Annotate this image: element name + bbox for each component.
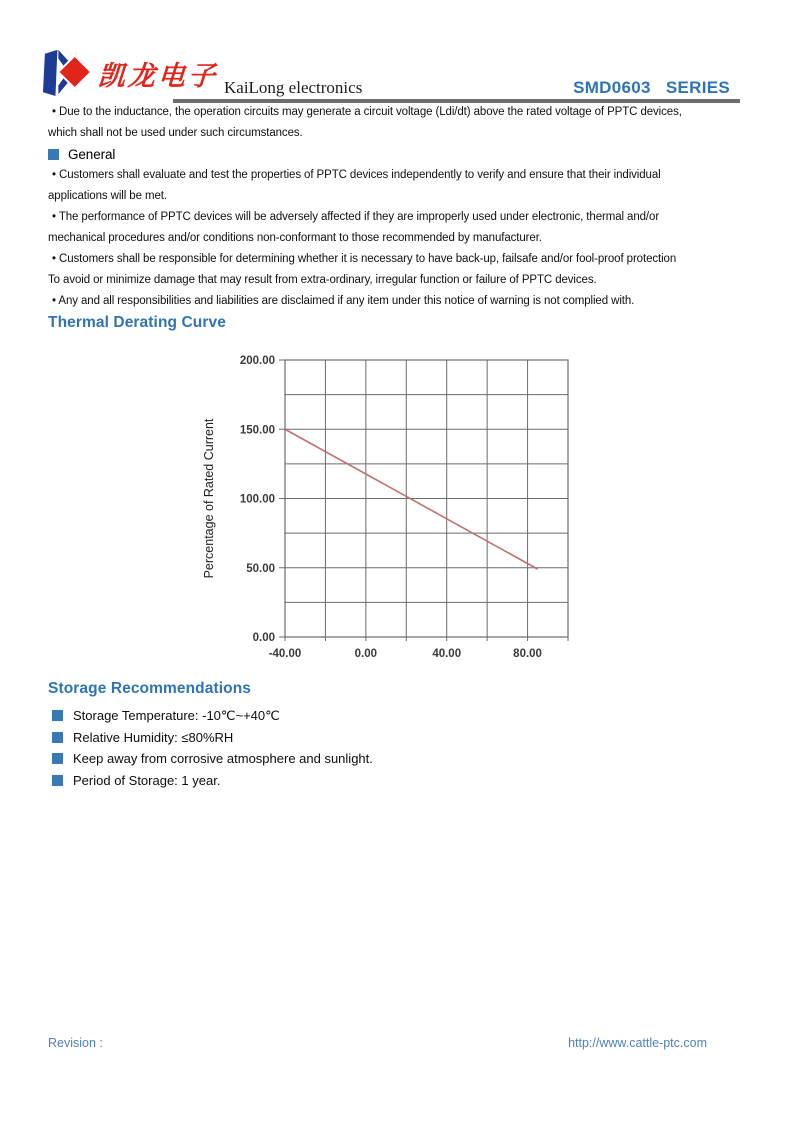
footer-url[interactable]: http://www.cattle-ptc.com xyxy=(568,1036,707,1050)
svg-text:Percentage of Rated Current: Percentage of Rated Current xyxy=(202,418,216,579)
notice-line: which shall not be used under such circumstances. xyxy=(48,127,303,139)
svg-text:200.00: 200.00 xyxy=(239,355,275,367)
thermal-derating-chart-svg xyxy=(195,344,635,679)
notice-line: mechanical procedures and/or conditions non-conformant to those recommended by manufacturer. xyxy=(48,232,542,244)
svg-text:40.00: 40.00 xyxy=(432,648,462,660)
storage-item xyxy=(48,727,748,749)
bullet-square-icon xyxy=(48,149,59,160)
storage-item-text: Period of Storage: 1 year. xyxy=(73,772,221,788)
storage-item-text: Relative Humidity: ≤80%RH xyxy=(73,729,234,745)
notice-line: • Due to the inductance, the operation circuits may generate a circuit voltage (Ldi/dt) above the rated voltage of PPTC devices, xyxy=(52,106,682,118)
svg-text:80.00: 80.00 xyxy=(513,648,542,660)
bullet-square-icon xyxy=(52,753,63,764)
notice-line: • Any and all responsibilities and liabilities are disclaimed if any item under this notice of warning is not complied with. xyxy=(52,295,635,307)
svg-text:50.00: 50.00 xyxy=(246,562,275,575)
series-title: SMD0603 SERIES xyxy=(573,78,730,97)
general-heading-label: General xyxy=(68,147,116,162)
svg-text:0.00: 0.00 xyxy=(354,648,378,660)
logo-chinese-name: 凯龙电子 xyxy=(96,61,220,92)
storage-item-text: Storage Temperature: -10℃~+40℃ xyxy=(73,707,280,723)
revision-label: Revision : xyxy=(48,1036,103,1050)
notice-line: • The performance of PPTC devices will be adversely affected if they are improperly used under electronic, thermal and/or xyxy=(52,211,660,223)
bullet-square-icon xyxy=(52,775,63,786)
thermal-derating-chart xyxy=(195,344,635,684)
bullet-square-icon xyxy=(52,710,63,721)
notice-line: applications will be met. xyxy=(48,190,167,202)
notice-line: To avoid or minimize damage that may result from extra-ordinary, irregular function or failure of PPTC devices. xyxy=(48,274,597,286)
svg-text:0.00: 0.00 xyxy=(252,632,275,644)
storage-item xyxy=(48,748,748,770)
page-header-logo xyxy=(42,46,362,98)
storage-section xyxy=(48,679,748,791)
bullet-square-icon xyxy=(52,732,63,743)
notice-line: • Customers shall evaluate and test the properties of PPTC devices independently to verify and ensure that their individual xyxy=(52,169,661,181)
logo-latin-name: KaiLong electronics xyxy=(224,78,363,97)
svg-text:-40.00: -40.00 xyxy=(268,648,302,660)
storage-item-text: Keep away from corrosive atmosphere and sunlight. xyxy=(73,751,373,767)
svg-text:100.00: 100.00 xyxy=(239,493,275,506)
storage-heading: Storage Recommendations xyxy=(48,680,251,697)
storage-item xyxy=(48,770,748,792)
kailong-logo-icon xyxy=(42,46,92,98)
notice-text-block xyxy=(48,102,758,333)
thermal-derating-heading: Thermal Derating Curve xyxy=(48,314,226,331)
svg-text:150.00: 150.00 xyxy=(239,424,275,437)
page-footer xyxy=(48,1036,707,1050)
general-heading xyxy=(48,144,758,165)
storage-item xyxy=(48,705,748,727)
notice-line: • Customers shall be responsible for determining whether it is necessary to have back-up, failsafe and/or fool-proof protection xyxy=(52,253,677,265)
